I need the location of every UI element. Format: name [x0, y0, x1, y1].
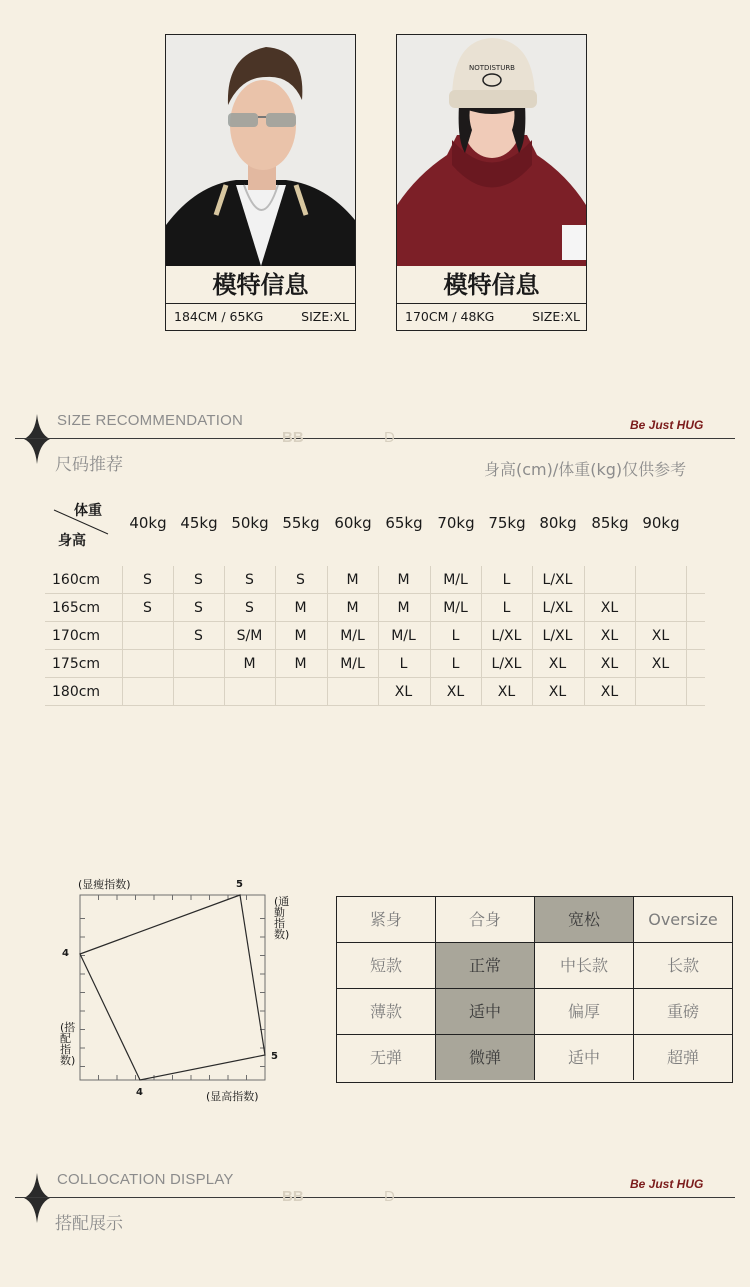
size-cell: M [294, 656, 307, 672]
commute-index-label: (通勤指数) [274, 895, 290, 941]
section-title-cn: 尺码推荐 [55, 455, 123, 475]
size-cell: M/L [391, 628, 416, 644]
size-cell: M/L [340, 628, 365, 644]
size-cell: M [397, 572, 410, 588]
height-row-label: 170cm [52, 628, 101, 644]
size-cell: S [194, 572, 203, 588]
size-cell: XL [600, 684, 619, 700]
height-index-value: 4 [136, 1087, 143, 1098]
weight-header: 60kg [334, 514, 372, 532]
table-row-divider [45, 677, 705, 678]
attribute-cell-selected: 正常 [436, 943, 535, 989]
section-divider [15, 1197, 735, 1198]
size-cell: M [243, 656, 256, 672]
size-cell: L/XL [491, 628, 522, 644]
size-cell: L/XL [542, 572, 573, 588]
corner-height-label: 身高 [58, 533, 86, 549]
commute-index-value: 5 [271, 1051, 278, 1062]
attribute-cell: 短款 [337, 943, 436, 989]
attribute-cell: 超弹 [666, 1048, 699, 1067]
slim-index-label: (显瘦指数) [78, 878, 131, 891]
model-card-1 [165, 34, 356, 331]
height-index-label: (显高指数) [206, 1090, 259, 1103]
model-size: SIZE:XL [532, 309, 580, 324]
height-row-label: 175cm [52, 656, 101, 672]
d-logo-icon: D [384, 429, 395, 446]
section-title-en: SIZE RECOMMENDATION [57, 412, 244, 429]
size-cell: L [502, 572, 511, 588]
match-index-value: 4 [62, 948, 69, 959]
size-cell: S [245, 600, 254, 616]
height-row-label: 165cm [52, 600, 101, 616]
svg-text:NOTDISTURB: NOTDISTURB [469, 64, 515, 72]
attribute-cell: 无弹 [337, 1035, 436, 1080]
table-row-divider [45, 621, 705, 622]
attribute-cell: 适中 [535, 1035, 634, 1080]
weight-header: 85kg [591, 514, 629, 532]
section-divider [15, 438, 735, 439]
attribute-grid [336, 896, 733, 1083]
size-cell: XL [600, 600, 619, 616]
size-cell: S [296, 572, 305, 588]
size-cell: S/M [236, 628, 263, 644]
size-cell: XL [394, 684, 413, 700]
size-cell: M [294, 628, 307, 644]
attribute-cell: Oversize [634, 897, 732, 943]
bb-logo-icon: BB [282, 1188, 304, 1205]
size-cell: S [194, 628, 203, 644]
table-row-divider [45, 705, 705, 706]
table-row-divider [45, 593, 705, 594]
corner-weight-label: 体重 [74, 503, 102, 519]
model-photo-male [166, 35, 355, 266]
size-cell: M/L [443, 600, 468, 616]
attribute-cell-selected: 适中 [436, 989, 535, 1035]
attribute-cell: 中长款 [535, 943, 634, 989]
brand-logo: Be Just HUG [630, 418, 704, 432]
size-cell: XL [548, 684, 567, 700]
weight-header: 55kg [282, 514, 320, 532]
model-size: SIZE:XL [301, 309, 349, 324]
size-cell: M/L [340, 656, 365, 672]
attribute-cell: 重磅 [634, 989, 732, 1035]
attribute-cell: 合身 [436, 897, 535, 943]
weight-header: 40kg [129, 514, 167, 532]
size-cell: XL [548, 656, 567, 672]
size-cell: XL [446, 684, 465, 700]
attribute-cell: 长款 [634, 943, 732, 989]
slim-index-value: 5 [236, 879, 243, 890]
index-chart-svg [50, 870, 300, 1110]
weight-header: 90kg [642, 514, 680, 532]
model-info-meta [397, 304, 586, 330]
attribute-cell-selected: 微弹 [436, 1035, 535, 1080]
weight-header: 70kg [437, 514, 475, 532]
size-cell: L [451, 628, 460, 644]
section-title-cn: 搭配展示 [55, 1214, 123, 1234]
size-cell: S [194, 600, 203, 616]
weight-header: 45kg [180, 514, 218, 532]
weight-header: 65kg [385, 514, 423, 532]
height-row-label: 160cm [52, 572, 101, 588]
model-photo-female [397, 35, 586, 266]
attribute-cell-selected: 宽松 [535, 897, 634, 943]
size-cell: XL [600, 656, 619, 672]
d-logo-icon: D [384, 1188, 395, 1205]
weight-header: 50kg [231, 514, 269, 532]
attribute-cell: 紧身 [337, 897, 436, 943]
size-cell: L/XL [542, 600, 573, 616]
size-cell: XL [600, 628, 619, 644]
size-cell: M [397, 600, 410, 616]
reference-note: 身高(cm)/体重(kg)仅供参考 [484, 460, 687, 479]
model-stats: 170CM / 48KG [405, 309, 495, 324]
size-cell: M/L [443, 572, 468, 588]
attribute-cell: 薄款 [337, 989, 436, 1035]
size-cell: M [346, 600, 359, 616]
size-cell: L [451, 656, 460, 672]
size-cell: L [399, 656, 408, 672]
bb-logo-icon: BB [282, 429, 304, 446]
size-cell: L/XL [542, 628, 573, 644]
size-cell: S [245, 572, 254, 588]
size-cell: XL [651, 656, 670, 672]
size-cell: M [294, 600, 307, 616]
section-title-en: COLLOCATION DISPLAY [57, 1171, 234, 1188]
size-cell: S [143, 600, 152, 616]
match-index-label: (搭配指数) [60, 1021, 76, 1067]
size-cell: L/XL [491, 656, 522, 672]
sparkle-icon [22, 1171, 52, 1226]
table-row-divider [45, 649, 705, 650]
table-column-divider [686, 566, 687, 706]
size-cell: M [346, 572, 359, 588]
sparkle-icon [22, 412, 52, 467]
weight-header: 75kg [488, 514, 526, 532]
size-cell: L [502, 600, 511, 616]
model-info-meta [166, 304, 355, 330]
brand-logo: Be Just HUG [630, 1177, 704, 1191]
attribute-cell: 偏厚 [535, 989, 634, 1035]
model-stats: 184CM / 65KG [174, 309, 264, 324]
size-cell: XL [651, 628, 670, 644]
height-row-label: 180cm [52, 684, 101, 700]
size-cell: XL [497, 684, 516, 700]
model-info-title: 模特信息 [397, 267, 586, 304]
model-card-2 [396, 34, 587, 331]
size-cell: S [143, 572, 152, 588]
model-info-title: 模特信息 [166, 267, 355, 304]
weight-header: 80kg [539, 514, 577, 532]
